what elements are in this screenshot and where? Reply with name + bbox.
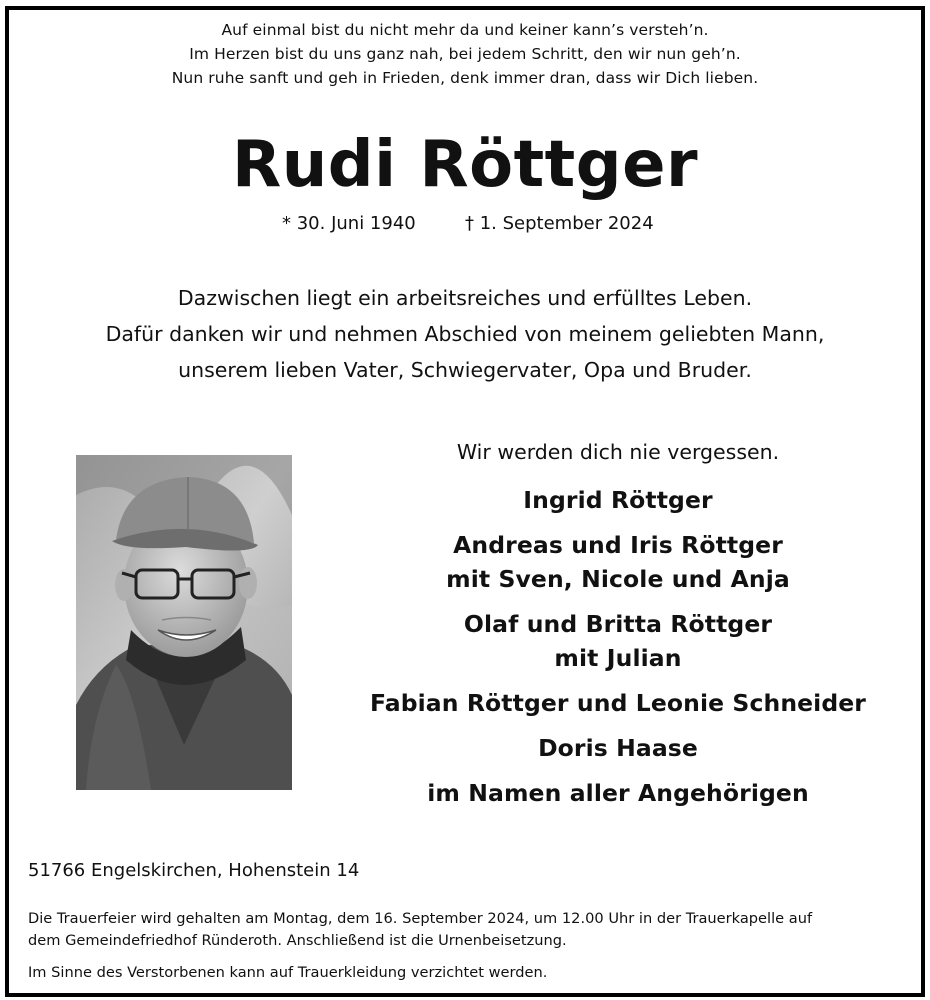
- address: 51766 Engelskirchen, Hohenstein 14: [28, 860, 360, 881]
- family-line: Olaf und Britta Röttger: [463, 610, 773, 638]
- deceased-name: Rudi Röttger: [231, 128, 699, 202]
- intro-text: [0, 280, 930, 388]
- portrait-photo: [76, 455, 292, 790]
- funeral-service-info: [28, 908, 908, 952]
- family-line: Fabian Röttger und Leonie Schneider: [369, 689, 866, 717]
- family-group: [350, 776, 886, 810]
- intro-line: Dazwischen liegt ein arbeitsreiches und erfülltes Leben.: [177, 286, 753, 310]
- family-line: mit Sven, Nicole und Anja: [446, 565, 790, 593]
- attire-note: Im Sinne des Verstorbenen kann auf Trauerkleidung verzichtet werden.: [28, 964, 548, 981]
- family-signatures: [350, 483, 886, 821]
- service-line: Die Trauerfeier wird gehalten am Montag, dem 16. September 2024, um 12.00 Uhr in der Trauerkapelle auf: [28, 910, 813, 927]
- death-date: † 1. September 2024: [465, 213, 654, 234]
- poem-line: Nun ruhe sanft und geh in Frieden, denk immer dran, dass wir Dich lieben.: [171, 69, 759, 87]
- family-line: mit Julian: [554, 644, 682, 672]
- family-line: im Namen aller Angehörigen: [427, 779, 809, 807]
- family-line: Ingrid Röttger: [523, 486, 713, 514]
- birth-date: * 30. Juni 1940: [282, 213, 416, 234]
- family-group: [350, 686, 886, 720]
- poem: [0, 18, 930, 90]
- family-line: Doris Haase: [538, 734, 698, 762]
- intro-line: unserem lieben Vater, Schwiegervater, Opa und Bruder.: [178, 358, 752, 382]
- family-line: Andreas und Iris Röttger: [453, 531, 783, 559]
- family-group: [350, 483, 886, 517]
- family-group: [350, 731, 886, 765]
- closing-text: Wir werden dich nie vergessen.: [456, 440, 780, 464]
- service-line: dem Gemeindefriedhof Ründeroth. Anschließend ist die Urnenbeisetzung.: [28, 932, 567, 949]
- poem-line: Auf einmal bist du nicht mehr da und keiner kann’s versteh’n.: [221, 21, 709, 39]
- intro-line: Dafür danken wir und nehmen Abschied von meinem geliebten Mann,: [105, 322, 825, 346]
- family-group: [350, 528, 886, 596]
- family-group: [350, 607, 886, 675]
- poem-line: Im Herzen bist du uns ganz nah, bei jedem Schritt, den wir nun geh’n.: [189, 45, 741, 63]
